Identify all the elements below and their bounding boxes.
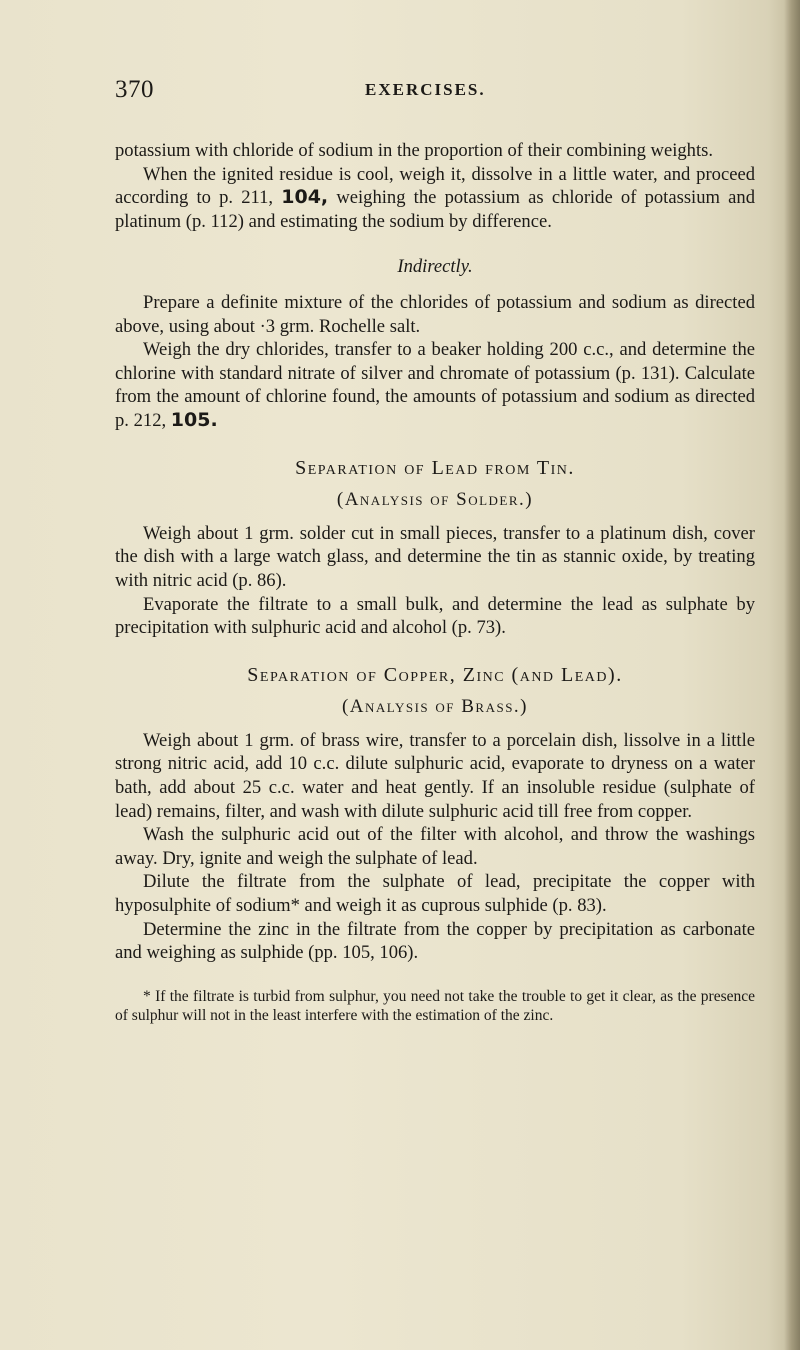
section-title-lead-tin: Separation of Lead from Tin.	[295, 456, 575, 479]
paragraph: potassium with chloride of sodium in the proportion of their combining weights.	[115, 140, 714, 161]
paragraph: Evaporate the filtrate to a small bulk, and determine the lead as sulphate by precipitation with sulphuric acid and alcohol (p. 73).	[115, 593, 755, 639]
paragraph: Determine the zinc in the filtrate from the copper by precipitation as carbonate and weighing as sulphide (pp. 105, 106).	[115, 918, 755, 964]
footnote: * If the filtrate is turbid from sulphur, you need not take the trouble to get it clear, as the presence of sulphur will not in the least interfere with the estimation of the zinc.	[115, 987, 755, 1024]
running-head: EXERCISES.	[365, 80, 486, 99]
section-reference: 104,	[281, 186, 329, 209]
paragraph: Prepare a definite mixture of the chlorides of potassium and sodium as directed above, using about ·3 grm. Rochelle salt.	[115, 291, 755, 337]
paragraph: Dilute the filtrate from the sulphate of lead, precipitate the copper with hyposulphite of sodium* and weigh it as cuprous sulphide (p. 83).	[115, 871, 755, 917]
paragraph: Weigh about 1 grm. solder cut in small pieces, transfer to a platinum dish, cover the dish with a large watch glass, and determine the tin as stannic oxide, by treating with nitric acid (p. 86).	[115, 522, 755, 591]
section-subtitle-brass: (Analysis of Brass.)	[341, 696, 529, 718]
paragraph-text: When the ignited residue is cool, weigh it, dissolve in a little water, and proceed according to p. 211,	[115, 163, 755, 209]
paragraph	[115, 163, 755, 234]
page-body	[115, 139, 755, 1025]
section-subtitle-solder: (Analysis of Solder.)	[336, 489, 534, 511]
subheading-indirectly: Indirectly.	[397, 256, 473, 278]
section-title-copper-zinc: Separation of Copper, Zinc (and Lead).	[247, 663, 623, 686]
paragraph: Wash the sulphuric acid out of the filter with alcohol, and throw the washings away. Dry, ignite and weigh the sulphate of lead.	[115, 824, 755, 869]
paragraph	[115, 338, 755, 432]
page-header	[0, 76, 800, 106]
page-edge-shadow	[784, 0, 800, 1350]
paragraph-text: Weigh the dry chlorides, transfer to a beaker holding 200 c.c., and determine the chlorine with standard nitrate of silver and chromate of potassium (p. 131). Calculate from the amount of chlorine found, the amounts of potassium and sodium as directed p. 212,	[115, 339, 755, 431]
paragraph-text: weighing the potassium as chloride of potassium and platinum (p. 112) and estimating the sodium by difference.	[115, 187, 755, 232]
page-number: 370	[115, 76, 154, 103]
section-reference: 105.	[170, 408, 218, 431]
paragraph: Weigh about 1 grm. of brass wire, transfer to a porcelain dish, lissolve in a little strong nitric acid, add 10 c.c. dilute sulphuric acid, evaporate to dryness on a water bath, add about 25 c.c. water and heat gently. If an insoluble residue (sulphate of lead) remains, filter, and wash with dilute sulphuric acid till free from copper.	[115, 729, 755, 822]
